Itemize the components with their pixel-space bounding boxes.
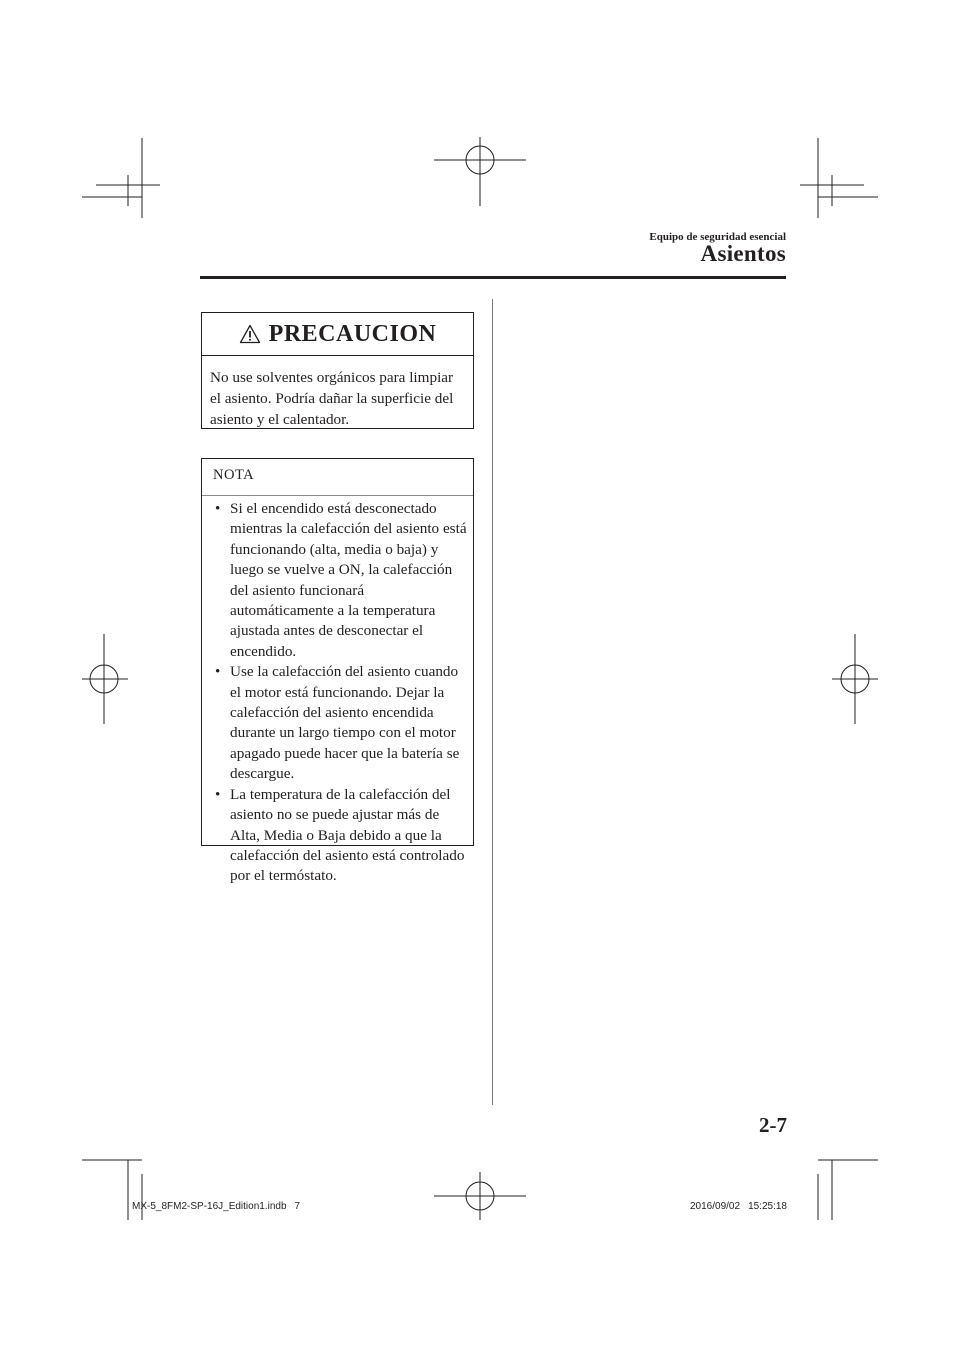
caution-box xyxy=(201,312,474,429)
caution-header xyxy=(202,313,473,356)
list-item xyxy=(202,785,473,887)
note-item-text: La temperatura de la calefacción del asiento no se puede ajustar más de Alta, Media o Baja debido a que la calefacción del asiento está controlado por el termóstato. xyxy=(230,785,465,885)
note-item-text: Si el encendido está desconectado mientras la calefacción del asiento está funcionando (alta, media o baja) y luego se vuelve a ON, la calefacción del asiento funcionará automáticamente a la temperatura ajustada antes de desconectar el encendido. xyxy=(230,500,467,660)
note-title: NOTA xyxy=(213,467,255,483)
bullet: • xyxy=(215,500,221,517)
footer-timestamp xyxy=(690,1201,795,1212)
footer-file: MX-5_8FM2-SP-16J_Edition1.indb xyxy=(132,1201,287,1212)
note-list xyxy=(202,499,473,887)
page-number: 2-7 xyxy=(759,1113,787,1137)
footer-sheet: 7 xyxy=(294,1201,301,1212)
header-rule xyxy=(200,276,786,279)
footer-time: 15:25:18 xyxy=(748,1201,787,1212)
warning-triangle-icon xyxy=(239,324,261,344)
column-divider xyxy=(492,299,493,1105)
bullet: • xyxy=(215,785,221,803)
note-item-text: Use la calefacción del asiento cuando el motor está funcionando. Dejar la calefacción del asiento encendida durante un largo tiempo con el motor apagado puede hacer que la batería se descargue. xyxy=(230,663,460,783)
list-item xyxy=(202,662,473,784)
page-title: Asientos xyxy=(700,241,786,266)
section-title: Equipo de seguridad esencial xyxy=(649,231,786,243)
note-header xyxy=(202,459,473,496)
list-item xyxy=(202,499,473,662)
bullet: • xyxy=(215,663,221,681)
note-box xyxy=(201,458,474,885)
footer-file-info xyxy=(132,1201,308,1212)
caution-title: PRECAUCION xyxy=(268,320,437,347)
footer-date: 2016/09/02 xyxy=(690,1201,741,1212)
caution-text: No use solventes orgánicos para limpiar el asiento. Podría dañar la superficie del asiento y el calentador. xyxy=(210,369,454,428)
